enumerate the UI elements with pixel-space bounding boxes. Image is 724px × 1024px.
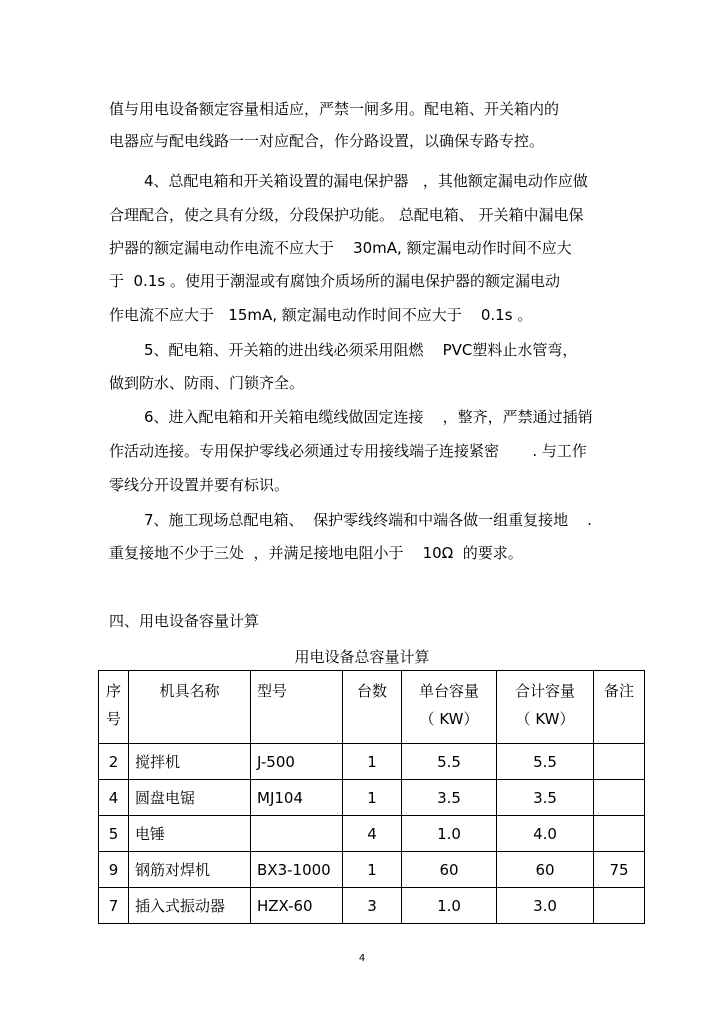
body-line-11: 作活动连接。专用保护零线必须通过专用接线端子连接紧密 . 与工作: [109, 442, 587, 460]
cell-no: 7: [99, 888, 129, 924]
cell-count: 1: [343, 780, 402, 816]
body-line-4: 合理配合，使之具有分级，分段保护功能。 总配电箱、 开关箱中漏电保: [109, 206, 584, 224]
cell-count: 1: [343, 744, 402, 780]
cell-unit: 5.5: [402, 744, 497, 780]
body-line-10: 6、进入配电箱和开关箱电缆线做固定连接 ，整齐，严禁通过插销: [144, 408, 593, 426]
cell-count: 1: [343, 852, 402, 888]
body-line-6: 于 0.1s 。使用于潮湿或有腐蚀介质场所的漏电保护器的额定漏电动: [109, 272, 560, 290]
cell-model: [251, 816, 343, 852]
cell-unit: 3.5: [402, 780, 497, 816]
cell-name: 电锤: [129, 816, 251, 852]
table-header-row: [99, 671, 645, 744]
cell-total: 4.0: [497, 816, 594, 852]
cell-unit: 1.0: [402, 888, 497, 924]
header-unit-line2: （ KW）: [419, 710, 479, 728]
cell-remark: [594, 816, 645, 852]
header-model: 型号: [251, 671, 343, 744]
header-total-line2: （ KW）: [515, 710, 575, 728]
cell-remark: [594, 780, 645, 816]
capacity-table: [98, 670, 645, 924]
cell-no: 5: [99, 816, 129, 852]
body-line-8: 5、配电箱、开关箱的进出线必须采用阻燃 PVC塑料止水管弯，: [144, 341, 578, 359]
cell-no: 2: [99, 744, 129, 780]
cell-unit: 60: [402, 852, 497, 888]
table-row: [99, 744, 645, 780]
header-no-line2: 号: [105, 710, 121, 728]
page-number: 4: [358, 953, 366, 964]
body-line-2: 电器应与配电线路一一对应配合，作分路设置，以确保专路专控。: [109, 132, 545, 150]
cell-name: 圆盘电锯: [129, 780, 251, 816]
cell-model: BX3-1000: [251, 852, 343, 888]
table-row: [99, 888, 645, 924]
cell-total: 5.5: [497, 744, 594, 780]
cell-remark: 75: [594, 852, 645, 888]
section-title: 四、用电设备容量计算: [109, 612, 260, 630]
header-name: 机具名称: [129, 671, 251, 744]
header-no: [99, 671, 129, 744]
body-line-3: 4、总配电箱和开关箱设置的漏电保护器 ，其他额定漏电动作应做: [144, 172, 588, 190]
cell-count: 4: [343, 816, 402, 852]
cell-model: J-500: [251, 744, 343, 780]
header-unit-line1: 单台容量: [418, 682, 479, 700]
cell-total: 3.0: [497, 888, 594, 924]
cell-model: MJ104: [251, 780, 343, 816]
header-count: 台数: [343, 671, 402, 744]
table-row: [99, 780, 645, 816]
body-line-14: 重复接地不少于三处 ，并满足接地电阻小于 10Ω 的要求。: [109, 544, 523, 562]
cell-total: 3.5: [497, 780, 594, 816]
header-no-line1: 序: [105, 682, 121, 700]
cell-remark: [594, 888, 645, 924]
body-line-7: 作电流不应大于 15mA, 额定漏电动作时间不应大于 0.1s 。: [109, 306, 533, 324]
header-total-line1: 合计容量: [514, 682, 575, 700]
body-line-5: 护器的额定漏电动作电流不应大于 30mA, 额定漏电动作时间不应大: [109, 239, 572, 257]
body-line-12: 零线分开设置并要有标识。: [109, 476, 290, 494]
body-line-13: 7、施工现场总配电箱、 保护零线终端和中端各做一组重复接地 .: [144, 511, 592, 529]
cell-unit: 1.0: [402, 816, 497, 852]
table-row: [99, 852, 645, 888]
cell-count: 3: [343, 888, 402, 924]
table-caption: 用电设备总容量计算: [294, 648, 430, 666]
cell-no: 4: [99, 780, 129, 816]
header-unit-capacity: [402, 671, 497, 744]
cell-no: 9: [99, 852, 129, 888]
header-remark: 备注: [594, 671, 645, 744]
cell-name: 搅拌机: [129, 744, 251, 780]
header-total-capacity: [497, 671, 594, 744]
cell-name: 插入式振动器: [129, 888, 251, 924]
table-row: [99, 816, 645, 852]
body-line-1: 值与用电设备额定容量相适应，严禁一闸多用。配电箱、开关箱内的: [109, 100, 560, 118]
body-line-9: 做到防水、防雨、门锁齐全。: [109, 374, 305, 392]
cell-remark: [594, 744, 645, 780]
cell-model: HZX-60: [251, 888, 343, 924]
cell-total: 60: [497, 852, 594, 888]
cell-name: 钢筋对焊机: [129, 852, 251, 888]
